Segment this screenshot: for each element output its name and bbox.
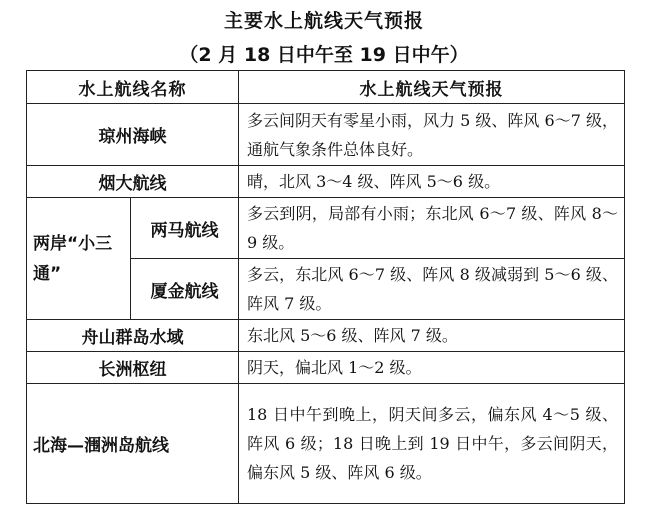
header-forecast: 水上航线天气预报: [239, 71, 625, 104]
route-name: 舟山群岛水域: [27, 320, 239, 352]
table-row: [27, 198, 625, 259]
table-row: [27, 352, 625, 384]
route-forecast: 18 日中午到晚上，阴天间多云，偏东风 4～5 级、阵风 6 级；18 日晚上到 19 日中午，多云间阴天，偏东风 5 级、阵风 6 级。: [239, 384, 625, 504]
table-row: [27, 384, 625, 504]
route-name: 北海—涠洲岛航线: [27, 384, 239, 504]
header-route-name: 水上航线名称: [27, 71, 239, 104]
route-name: 烟大航线: [27, 166, 239, 198]
forecast-table: [26, 70, 625, 504]
route-forecast: 多云到阴，局部有小雨；东北风 6～7 级、阵风 8～9 级。: [239, 198, 625, 259]
route-name: 两马航线: [131, 198, 239, 259]
route-forecast: 多云间阴天有零星小雨，风力 5 级、阵风 6～7 级，通航气象条件总体良好。: [239, 104, 625, 166]
route-name: 琼州海峡: [27, 104, 239, 166]
table-row: [27, 104, 625, 166]
route-name: 长洲枢纽: [27, 352, 239, 384]
route-forecast: 阴天，偏北风 1～2 级。: [239, 352, 625, 384]
route-name: 厦金航线: [131, 259, 239, 320]
table-row: [27, 166, 625, 198]
route-group-name: 两岸“小三通”: [27, 198, 131, 320]
document-subtitle: （2 月 18 日中午至 19 日中午）: [179, 44, 469, 66]
document-title: 主要水上航线天气预报: [223, 10, 424, 32]
table-header-row: [27, 71, 625, 104]
route-forecast: 东北风 5～6 级、阵风 7 级。: [239, 320, 625, 352]
route-forecast: 多云，东北风 6～7 级、阵风 8 级减弱到 5～6 级、阵风 7 级。: [239, 259, 625, 320]
table-row: [27, 320, 625, 352]
route-forecast: 晴，北风 3～4 级、阵风 5～6 级。: [239, 166, 625, 198]
